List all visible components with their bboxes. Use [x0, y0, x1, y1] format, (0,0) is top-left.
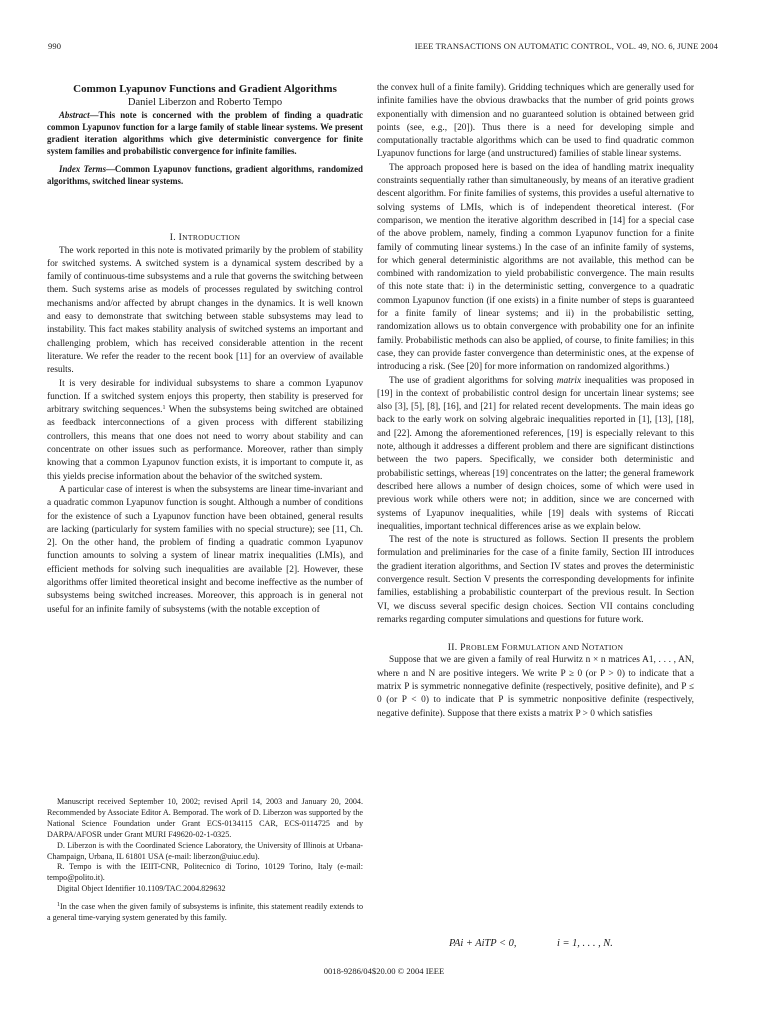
right-paragraph-4: The rest of the note is structured as follows. Section II presents the problem formulation and preliminaries for the case of a finite family, Section III introduces the gradient iteration algorithms, and Section IV states and proves the deterministic convergence result. Section V presents the corresponding developments for infinite families, establishing a probabilistic counterpart of the previous result. In Section VI, we discuss several specific design choices. Section VII contains concluding remarks regarding computer simulations and questions for future work. [377, 535, 694, 625]
footnote-1 [47, 902, 363, 924]
index-terms-label: Index Terms [59, 164, 107, 175]
index-terms [47, 163, 363, 187]
problem-paragraph-1: Suppose that we are given a family of real Hurwitz n × n matrices A1, . . . , AN, where n and N are positive integers. We write P ≥ 0 (or P > 0) to indicate that a matrix P is symmetric nonnegative definite (respectively, positive definite), and P ≤ 0 (or P < 0) to indicate that P is symmetric nonpositive definite (respectively, negative definite). Suppose that there exists a matrix P > 0 which satisfies [377, 655, 694, 719]
section-heading-introduction [47, 231, 363, 244]
doi-note: Digital Object Identifier 10.1109/TAC.2004.829632 [57, 884, 226, 894]
right-p3-emphasis: matrix [556, 375, 582, 386]
footnote-1-text: In the case when the given family of subsystems is infinite, this statement readily extends to a general time-varying system generated by this family. [47, 902, 363, 923]
section-heading-problem [377, 641, 694, 654]
section-smallcaps: NTRODUCTION [182, 233, 241, 243]
intro-paragraph-1: The work reported in this note is motivated primarily by the problem of stability for switched systems. A switched system is a dynamical system described by a family of continuous-time subsystems and a rule that governs the switching between them. Such systems arise as models of processes regulated by switching control mechanisms and/or affected by abrupt changes in the dynamics. It is well known and easy to demonstrate that switching between stable subsystems may lead to instability. This fact makes stability analysis of switched systems an important and challenging problem, which has received considerable attention in the recent literature. We refer the reader to the recent book [11] for an overview of available results. [47, 245, 363, 376]
footnote-1-mark: 1 [57, 902, 60, 909]
abstract-label: Abstract [59, 110, 90, 121]
author-note-tempo: R. Tempo is with the IEIIT-CNR, Politecnico di Torino, 10129 Torino, Italy (e-mail: tempo@polito.it). [47, 862, 363, 883]
running-header [48, 41, 718, 53]
index-terms-text: —Common Lyapunov functions, gradient algorithms, randomized algorithms, switched linear systems. [47, 164, 363, 187]
abstract-text: —This note is concerned with the problem of finding a quadratic common Lyapunov function for a large family of stable linear systems. We present gradient iteration algorithms which give deterministic convergence for finite system families and probabilistic convergence for infinite families. [47, 110, 363, 157]
page-number: 990 [48, 41, 62, 51]
intro-p2-text-a: It is very desirable for individual subsystems to share a common Lyapunov function. If a switched system enjoys this property, then stability is preserved for arbitrary switching sequences. [47, 378, 363, 416]
copyright-footer: 0018-9286/04$20.00 © 2004 IEEE [323, 966, 445, 976]
manuscript-note: Manuscript received September 10, 2002; revised April 14, 2003 and January 20, 2004. Recommended by Associate Editor A. Bemporad. The work of D. Liberzon was supported by the National Science Foundation under Grant ECS-0134115 CAR, ECS-0114725 and by DARPA/AFOSR under Grant MURI F49620-02-1-0325. [47, 797, 363, 839]
equation-index-range: i = 1, . . . , N. [557, 938, 613, 949]
lyapunov-inequality [377, 938, 694, 952]
right-p3-text-a: The use of gradient algorithms for solving [389, 375, 557, 386]
right-paragraph-3 [377, 375, 694, 535]
abstract [47, 109, 363, 157]
section-numeral: II. [447, 642, 461, 654]
author-note-liberzon: D. Liberzon is with the Coordinated Science Laboratory, the University of Illinois at Urbana-Champaign, Urbana, IL 61801 USA (e-mail: liberzon@uiuc.edu). [47, 840, 363, 861]
right-paragraph-1: the convex hull of a finite family). Gridding techniques which are generally used for infinite families have the obvious drawbacks that the number of grid points grows exponentially with dimension and no guaranteed solution is obtained between grid points (see, e.g., [20]). Thus there is a need for developing simple and computationally tractable algorithms which can be used to find quadratic common Lyapunov functions for large (and unstructured) families of stable linear systems. [377, 83, 694, 160]
section-smallcaps: OTATION [588, 643, 624, 653]
footnote-mark: 1 [162, 405, 166, 412]
section-smallcaps: ORMULATION AND [507, 643, 582, 653]
right-column [377, 82, 694, 721]
section-initial: P [460, 642, 466, 654]
right-p3-text-b: inequalities was proposed in [19] in the context of probabilistic control design for uncertain linear systems; see also [3], [5], [8], [16], and [21] for related recent developments. The main ideas go back to the early work on solving algebraic inequalities reported in [1], [13], [18], and [22]. Among the aforementioned references, [19] is especially relevant to this note, although it addresses a different problem and there are significant distinctions between the two papers. Specifically, we consider both deterministic and probabilistic settings, whereas [19] concentrates on the latter; the general framework described here allows a number of design choices, some of which were used in previous work while others were not; in addition, since we are concerned with systems of Lyapunov inequalities, while [19] deals with systems of Riccati inequalities, important technical differences arise as we explain below. [377, 375, 694, 532]
intro-p2-text-b: When the subsystems being switched are obtained as feedback interconnections of a given process with different stabilizing controllers, this means that one does not need to worry about stability and can concentrate on other issues such as performance. Moreover, rather than simply knowing that a common Lyapunov function exists, it is important to compute it, as this yields precise information about the behavior of the switched system. [47, 405, 363, 482]
section-initial: I [178, 232, 183, 244]
section-smallcaps: ROBLEM [465, 643, 502, 653]
intro-paragraph-2 [47, 378, 363, 484]
left-column [47, 82, 363, 617]
equation-lhs: PAi + AiTP < 0, [449, 938, 517, 949]
journal-name: IEEE TRANSACTIONS ON AUTOMATIC CONTROL, VOL. 49, NO. 6, JUNE 2004 [414, 41, 718, 51]
section-initial: F [501, 642, 508, 654]
footnotes [47, 797, 363, 924]
paper-title: Common Lyapunov Functions and Gradient Algorithms [73, 83, 337, 95]
right-paragraph-2: The approach proposed here is based on the idea of handling matrix inequality constraints sequentially rather than simultaneously, by means of an iterative gradient descent algorithm. For finite families of systems, this provides a useful alternative to solving systems of LMIs, which is of independent theoretical interest. (For comparison, we mention the iterative algorithm described in [14] for a special case of the above problem, namely, finding a common Lyapunov function for a finite family of commuting linear systems.) In the case of an infinite family of systems, for which general deterministic algorithms are not available, this method can be combined with randomization to yield probabilistic convergence. The main results of this note state that: i) in the deterministic setting, convergence to a quadratic common Lyapunov function (if one exists) in a finite number of steps is guaranteed for a finite family of linear systems; and ii) in the probabilistic setting, randomization allows us to obtain convergence with probability one for an infinite family. Probabilistic methods can also be applied, of course, to finite families; in this case, they can provide faster convergence than deterministic ones, at the expense of introducing a risk. (See [20] for more information on randomized algorithms.) [377, 162, 695, 373]
paper-authors: Daniel Liberzon and Roberto Tempo [127, 97, 283, 108]
section-initial: N [581, 642, 589, 654]
intro-paragraph-3: A particular case of interest is when the subsystems are linear time-invariant and a quadratic common Lyapunov function is sought. Although a number of conditions for the existence of such a Lyapunov function have been obtained, general results are lacking (particularly for system families with no special structure); see [11, Ch. 2]. On the other hand, the problem of finding a quadratic common Lyapunov function amounts to solving a system of linear matrix inequalities (LMIs), and efficient methods for solving such inequalities are available [2]. However, these algorithms offer limited theoretical insight and become ineffective as the number of subsystems being switched increases. Moreover, this approach is in general not useful for an infinite family of subsystems (with the notable exception of [47, 484, 363, 615]
section-numeral: I. [169, 232, 179, 244]
